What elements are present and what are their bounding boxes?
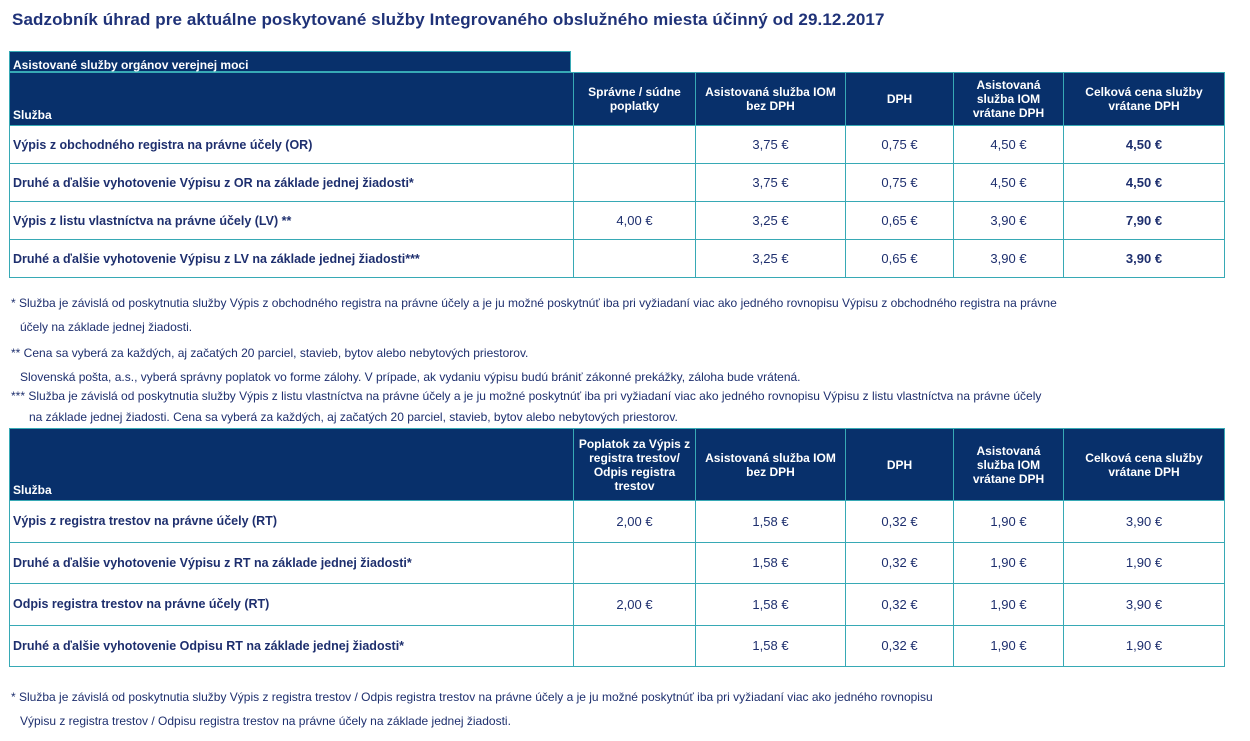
cell-service: Výpis z registra trestov na právne účely (RT) [10,501,574,543]
footnote-line: * Služba je závislá od poskytnutia služby Výpis z registra trestov / Odpis registra trestov na právne účely a je ju možné poskytnúť iba pri vyžiadaní viac ako jedného rovnopisu [11,690,933,704]
cell-service: Druhé a ďalšie vyhotovenie Výpisu z OR na základe jednej žiadosti* [10,164,574,202]
header-service: Služba [10,73,574,126]
footnote-line: * Služba je závislá od poskytnutia služby Výpis z obchodného registra na právne účely a je ju možné poskytnúť iba pri vyžiadaní viac ako jedného rovnopisu Výpisu z obchodného registra na právne [11,296,1057,310]
cell-iom-excl-vat: 1,58 € [696,584,846,626]
header-vat: DPH [846,73,954,126]
cell-fee: 4,00 € [574,202,696,240]
cell-vat: 0,75 € [846,126,954,164]
cell-iom-excl-vat: 1,58 € [696,542,846,584]
cell-service: Druhé a ďalšie vyhotovenie Odpisu RT na základe jednej žiadosti* [10,625,574,667]
fee-table-registers [9,72,1225,278]
cell-vat: 0,32 € [846,625,954,667]
cell-fee [574,126,696,164]
cell-iom-incl-vat: 4,50 € [954,164,1064,202]
table-row [10,501,1225,543]
header-fee: Poplatok za Výpis z registra trestov/ Odpis registra trestov [574,429,696,501]
table-row [10,202,1225,240]
cell-iom-incl-vat: 1,90 € [954,542,1064,584]
header-iom-incl-vat: Asistovaná služba IOM vrátane DPH [954,429,1064,501]
cell-vat: 0,65 € [846,202,954,240]
cell-iom-excl-vat: 3,25 € [696,240,846,278]
cell-iom-incl-vat: 1,90 € [954,501,1064,543]
header-iom-incl-vat: Asistovaná služba IOM vrátane DPH [954,73,1064,126]
footnote-line: účely na základe jednej žiadosti. [20,320,193,334]
table-row [10,584,1225,626]
cell-service: Druhé a ďalšie vyhotovenie Výpisu z RT na základe jednej žiadosti* [10,542,574,584]
cell-vat: 0,65 € [846,240,954,278]
footnote-line: Slovenská pošta, a.s., vyberá správny poplatok vo forme zálohy. V prípade, ak vydaniu výpisu budú brániť zákonné prekážky, záloha bude vrátená. [20,370,801,384]
header-vat: DPH [846,429,954,501]
cell-vat: 0,32 € [846,584,954,626]
cell-iom-excl-vat: 3,75 € [696,164,846,202]
footnote-rt [11,685,933,733]
header-total: Celková cena služby vrátane DPH [1064,73,1225,126]
cell-iom-incl-vat: 3,90 € [954,202,1064,240]
cell-total: 7,90 € [1064,202,1225,240]
cell-total: 3,90 € [1064,501,1225,543]
cell-fee [574,625,696,667]
section-label: Asistované služby orgánov verejnej moci [9,51,571,72]
cell-fee: 2,00 € [574,584,696,626]
header-iom-excl-vat: Asistovaná služba IOM bez DPH [696,429,846,501]
footnote-or [11,291,1057,339]
footnote-line: *** Služba je závislá od poskytnutia služby Výpis z listu vlastníctva na právne účely a je ju možné poskytnúť iba pri vyžiadaní viac ako jedného rovnopisu Výpisu z listu vlastníctva na právne účely [11,389,1042,403]
header-iom-excl-vat: Asistovaná služba IOM bez DPH [696,73,846,126]
cell-fee: 2,00 € [574,501,696,543]
table-row [10,164,1225,202]
footnote-lv-price [11,341,801,389]
footnote-lv [11,386,1041,428]
fee-table-criminal-record [9,428,1225,667]
table-row [10,542,1225,584]
cell-total: 4,50 € [1064,164,1225,202]
cell-iom-excl-vat: 1,58 € [696,501,846,543]
footnote-line: Výpisu z registra trestov / Odpisu registra trestov na právne účely na základe jednej žiadosti. [20,714,511,728]
table-header-row [10,73,1225,126]
footnote-line: na základe jednej žiadosti. Cena sa vyberá za každých, aj začatých 20 parciel, stavieb, bytov alebo nebytových priestorov. [29,410,678,424]
cell-iom-excl-vat: 3,75 € [696,126,846,164]
cell-vat: 0,32 € [846,501,954,543]
cell-total: 3,90 € [1064,584,1225,626]
cell-total: 1,90 € [1064,625,1225,667]
table-row [10,240,1225,278]
cell-service: Výpis z obchodného registra na právne účely (OR) [10,126,574,164]
page-title: Sadzobník úhrad pre aktuálne poskytované služby Integrovaného obslužného miesta účinný od 29.12.2017 [12,10,885,29]
header-total: Celková cena služby vrátane DPH [1064,429,1225,501]
table-row [10,625,1225,667]
cell-iom-incl-vat: 1,90 € [954,625,1064,667]
header-fee: Správne / súdne poplatky [574,73,696,126]
table-header-row [10,429,1225,501]
cell-total: 3,90 € [1064,240,1225,278]
table-row [10,126,1225,164]
cell-service: Výpis z listu vlastníctva na právne účely (LV) ** [10,202,574,240]
cell-service: Druhé a ďalšie vyhotovenie Výpisu z LV na základe jednej žiadosti*** [10,240,574,278]
cell-service: Odpis registra trestov na právne účely (RT) [10,584,574,626]
cell-vat: 0,32 € [846,542,954,584]
cell-vat: 0,75 € [846,164,954,202]
cell-total: 4,50 € [1064,126,1225,164]
cell-iom-incl-vat: 1,90 € [954,584,1064,626]
cell-iom-excl-vat: 3,25 € [696,202,846,240]
cell-fee [574,240,696,278]
cell-iom-excl-vat: 1,58 € [696,625,846,667]
cell-fee [574,542,696,584]
cell-iom-incl-vat: 4,50 € [954,126,1064,164]
cell-iom-incl-vat: 3,90 € [954,240,1064,278]
cell-fee [574,164,696,202]
header-service: Služba [10,429,574,501]
cell-total: 1,90 € [1064,542,1225,584]
footnote-line: ** Cena sa vyberá za každých, aj začatých 20 parciel, stavieb, bytov alebo nebytových priestorov. [11,346,529,360]
